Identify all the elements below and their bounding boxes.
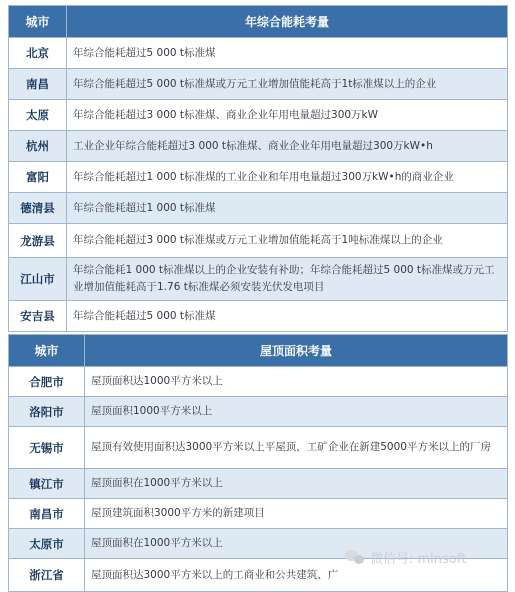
city-cell: 洛阳市 — [9, 397, 85, 427]
table-row — [9, 100, 508, 131]
city-cell: 太原 — [9, 100, 67, 131]
city-cell: 合肥市 — [9, 367, 85, 397]
city-cell: 安吉县 — [9, 301, 67, 332]
table-row — [9, 69, 508, 100]
criterion-cell: 年综合能耗超过3 000 t标准煤、商业企业年用电量超过300万kW — [67, 100, 508, 131]
energy-consumption-table — [8, 5, 508, 332]
criterion-cell: 年综合能耗超过1 000 t标准煤的工业企业和年用电量超过300万kW•h的商业企业 — [67, 162, 508, 193]
criterion-cell: 工业企业年综合能耗超过3 000 t标准煤、商业企业年用电量超过300万kW•h — [67, 131, 508, 162]
criterion-cell: 屋顶面积达1000平方米以上 — [85, 367, 508, 397]
table-header-row — [9, 335, 508, 367]
criterion-cell: 屋顶面积1000平方米以上 — [85, 397, 508, 427]
city-cell: 富阳 — [9, 162, 67, 193]
table-row — [9, 131, 508, 162]
watermark-text: 微信号: mlnsoft — [370, 551, 467, 567]
column-header-city: 城市 — [9, 6, 67, 38]
table-row — [9, 224, 508, 258]
column-header-city: 城市 — [9, 335, 85, 367]
city-cell: 浙江省 — [9, 559, 85, 592]
criterion-cell: 屋顶面积在1000平方米以上 — [85, 529, 508, 559]
criterion-cell: 年综合能耗超过5 000 t标准煤 — [67, 38, 508, 69]
table-row — [9, 499, 508, 529]
criterion-cell: 屋顶面积达3000平方米以上的工商业和公共建筑、广 — [85, 559, 508, 592]
criterion-cell: 年综合能耗超过1 000 t标准煤 — [67, 193, 508, 224]
city-cell: 南昌市 — [9, 499, 85, 529]
city-cell: 太原市 — [9, 529, 85, 559]
wechat-icon — [345, 549, 365, 565]
criterion-cell: 屋顶有效使用面积达3000平方米以上平屋顶，工矿企业在新建5000平方米以上的厂房 — [85, 427, 508, 469]
table-row — [9, 258, 508, 301]
table-row — [9, 367, 508, 397]
table-row — [9, 427, 508, 469]
table-row — [9, 301, 508, 332]
criterion-cell: 年综合能耗超过3 000 t标准煤或万元工业增加值能耗高于1吨标准煤以上的企业 — [67, 224, 508, 258]
city-cell: 龙游县 — [9, 224, 67, 258]
column-header-criterion: 屋顶面积考量 — [85, 335, 508, 367]
criterion-cell: 年综合能耗超过5 000 t标准煤或万元工业增加值能耗高于1t标准煤以上的企业 — [67, 69, 508, 100]
table-row — [9, 38, 508, 69]
table-row — [9, 193, 508, 224]
criterion-cell: 年综合能耗1 000 t标准煤以上的企业安装有补助；年综合能耗超过5 000 t标准煤或万元工业增加值能耗高于1.76 t标准煤必须安装光伏发电项目 — [67, 258, 508, 301]
table-row — [9, 469, 508, 499]
table-header-row — [9, 6, 508, 38]
city-cell: 镇江市 — [9, 469, 85, 499]
watermark — [345, 546, 466, 568]
criterion-cell: 屋顶建筑面积3000平方米的新建项目 — [85, 499, 508, 529]
column-header-criterion: 年综合能耗考量 — [67, 6, 508, 38]
city-cell: 北京 — [9, 38, 67, 69]
table-row — [9, 162, 508, 193]
city-cell: 德清县 — [9, 193, 67, 224]
city-cell: 江山市 — [9, 258, 67, 301]
table-row — [9, 397, 508, 427]
criterion-cell: 年综合能耗超过5 000 t标准煤 — [67, 301, 508, 332]
criterion-cell: 屋顶面积在1000平方米以上 — [85, 469, 508, 499]
city-cell: 杭州 — [9, 131, 67, 162]
city-cell: 无锡市 — [9, 427, 85, 469]
city-cell: 南昌 — [9, 69, 67, 100]
